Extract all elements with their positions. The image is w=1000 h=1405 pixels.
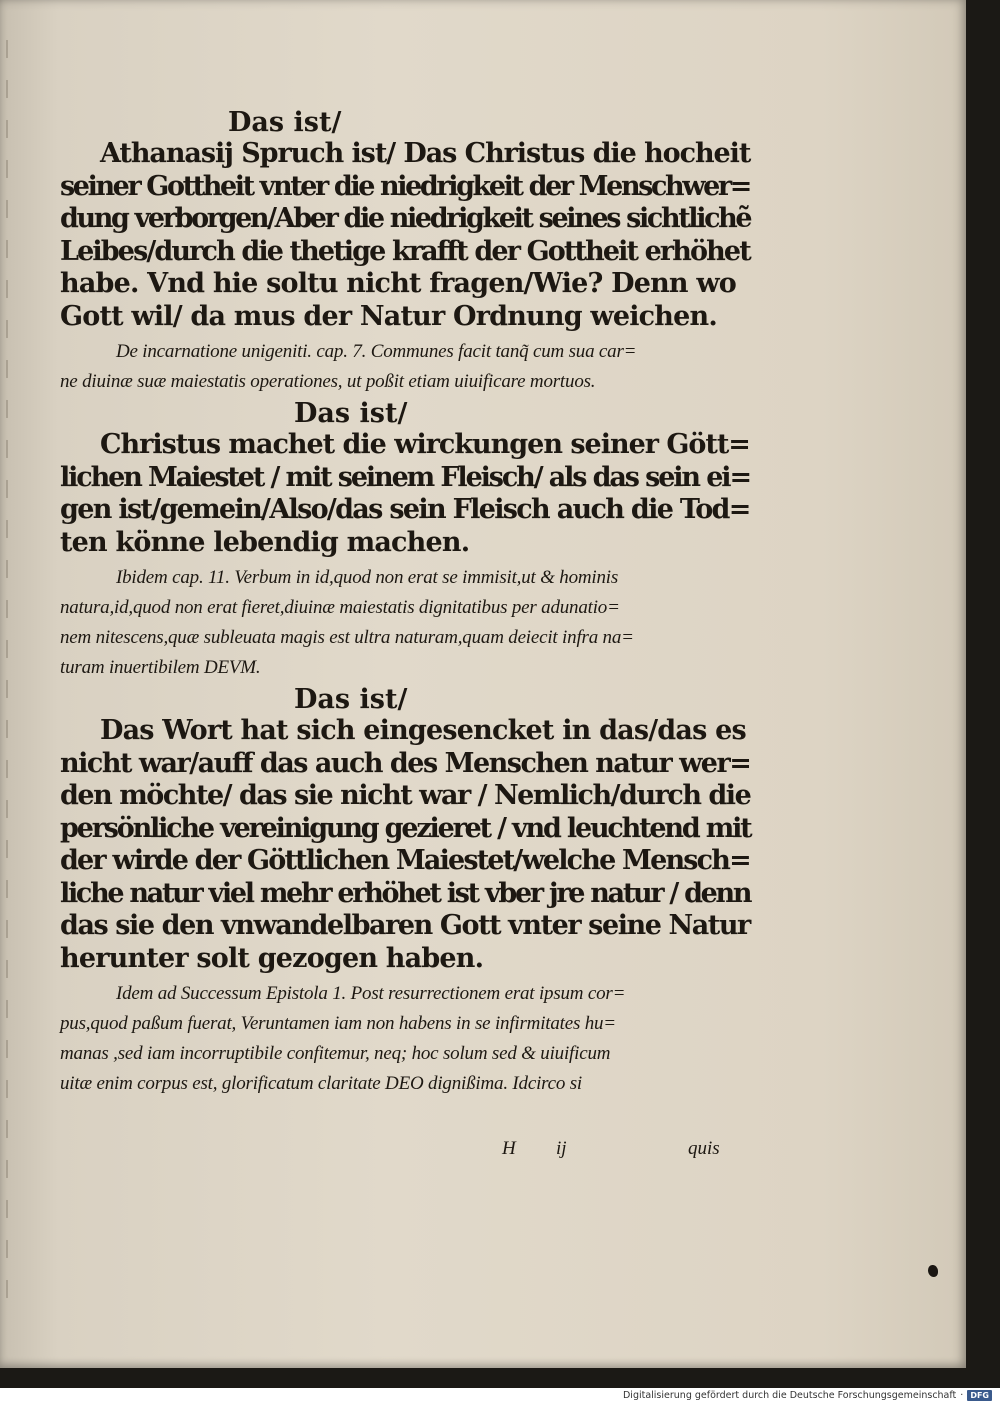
text-line: lichen Maiestet / mit seinem Fleisch/ als das sein ei= xyxy=(60,461,750,493)
text-line: Athanasij Spruch ist/ Das Christus die hocheit xyxy=(100,138,751,169)
text-line: seiner Gottheit vnter die niedrigkeit der Menschwer= xyxy=(60,170,750,202)
latin-quotation xyxy=(60,337,740,397)
digitization-credit: Digitalisierung gefördert durch die Deutsche Forschungsgemeinschaft · DFG xyxy=(623,1390,992,1401)
text-line: nicht war/auff das auch des Menschen natur wer= xyxy=(60,747,751,779)
text-line: ten könne lebendig machen. xyxy=(60,526,470,558)
catchword: quis xyxy=(688,1138,720,1159)
text-line: das sie den vnwandelbaren Gott vnter seine Natur xyxy=(60,910,750,941)
text-line: Gott wil/ da mus der Natur Ordnung weichen. xyxy=(60,300,717,332)
text-line: manas ,sed iam incorruptibile confitemur, neq; hoc solum sed & uiuificum xyxy=(60,1043,611,1064)
german-paragraph xyxy=(60,715,751,975)
latin-quotation xyxy=(60,979,740,1099)
folio-mark: ij xyxy=(556,1138,567,1159)
text-line: Ibidem cap. 11. Verbum in id,quod non erat se immisit,ut & hominis xyxy=(116,567,619,588)
text-line: ne diuinæ suæ maiestatis operationes, ut poßit etiam uiuificare mortuos. xyxy=(60,371,596,392)
text-line: gen ist/gemein/Also/das sein Fleisch auch die Tod= xyxy=(60,494,750,525)
signature-mark: H xyxy=(502,1138,516,1159)
text-line: Das Wort hat sich eingesencket in das/das es xyxy=(100,715,746,746)
text-line: Idem ad Successum Epistola 1. Post resurrectionem erat ipsum cor= xyxy=(116,983,626,1004)
credit-text: Digitalisierung gefördert durch die Deutsche Forschungsgemeinschaft xyxy=(622,1390,957,1401)
text-line: herunter solt gezogen haben. xyxy=(60,942,484,974)
text-line: turam inuertibilem DEVM. xyxy=(60,657,261,678)
section-heading: Das ist/ xyxy=(294,398,408,429)
text-line: Leibes/durch die thetige krafft der Gottheit erhöhet xyxy=(60,235,750,267)
text-line: liche natur viel mehr erhöhet ist vber jre natur / denn xyxy=(60,877,751,909)
text-line: dung verborgen/Aber die niedrigkeit seines sichtlichẽ xyxy=(60,203,751,234)
text-line: nem nitescens,quæ subleuata magis est ultra naturam,quam deiecit infra na= xyxy=(60,627,634,648)
page-text xyxy=(60,107,751,1101)
text-line: persönliche vereinigung gezieret / vnd leuchtend mit xyxy=(60,812,751,844)
text-line: natura,id,quod non erat fieret,diuinæ maiestatis dignitatibus per adunatio= xyxy=(60,597,620,618)
section-heading: Das ist/ xyxy=(228,107,342,138)
german-paragraph xyxy=(60,138,751,333)
latin-quotation xyxy=(60,563,740,683)
text-line: habe. Vnd hie soltu nicht fragen/Wie? Denn wo xyxy=(60,268,736,299)
ink-spot xyxy=(928,1265,938,1277)
page-foot-line xyxy=(0,1138,966,1168)
dfg-logo: DFG xyxy=(967,1390,992,1401)
text-line: pus,quod paßum fuerat, Veruntamen iam non habens in se infirmitates hu= xyxy=(60,1013,616,1034)
text-line: den möchte/ das sie nicht war / Nemlich/durch die xyxy=(60,780,751,811)
text-line: De incarnatione unigeniti. cap. 7. Communes facit tanq̃ cum sua car= xyxy=(116,341,637,362)
section-heading: Das ist/ xyxy=(294,684,408,715)
text-line: uitæ enim corpus est, glorificatum claritate DEO dignißima. Idcirco si xyxy=(60,1073,582,1094)
text-line: Christus machet die wirckungen seiner Gött= xyxy=(100,429,750,460)
text-line: der wirde der Göttlichen Maiestet/welche Mensch= xyxy=(60,845,750,876)
german-paragraph xyxy=(60,429,750,559)
